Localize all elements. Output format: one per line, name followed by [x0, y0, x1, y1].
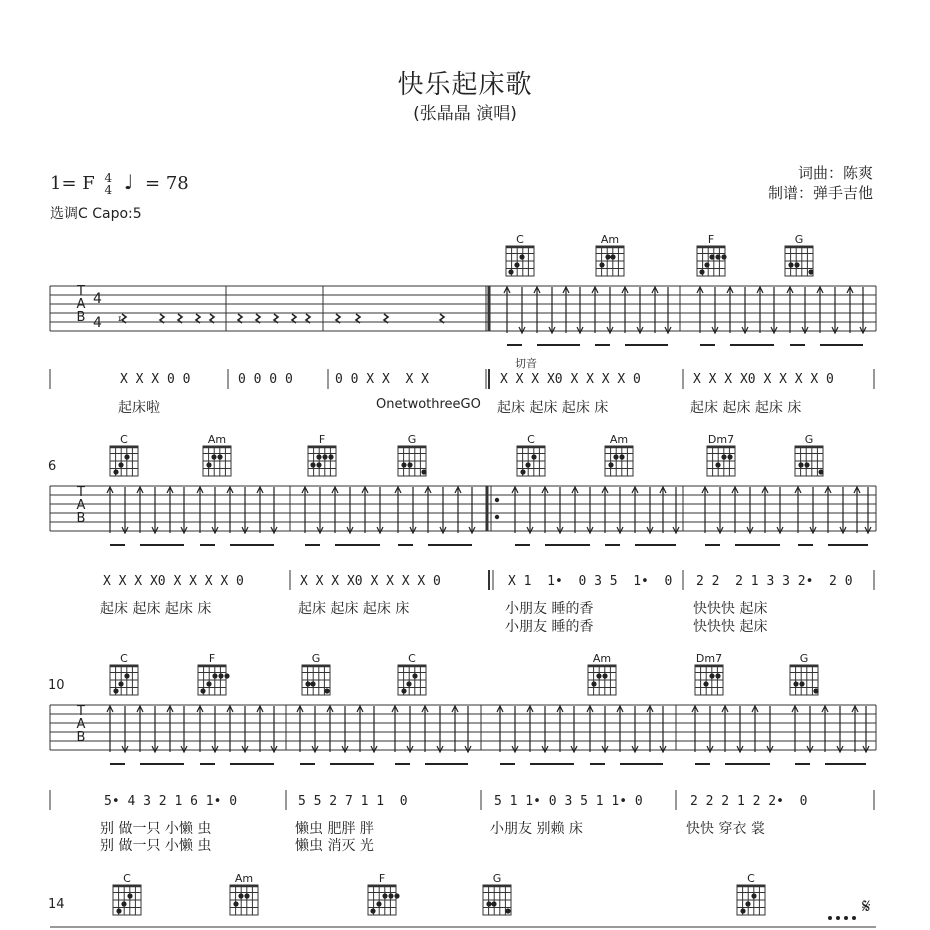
notation-bar: 5 5 2 7 1 1 0	[298, 794, 408, 809]
chord-name: G	[492, 872, 502, 885]
lyric: 起床啦	[118, 400, 160, 416]
notation-bar: 0 0 X X X X	[335, 372, 429, 387]
lyric: 别 做一只 小懒 虫	[100, 821, 212, 837]
lyric: 小朋友 睡的香	[505, 601, 594, 617]
svg-text:ᶦ: ᶦ	[118, 312, 122, 330]
chord-name: Am	[600, 233, 620, 246]
strum-marks-1	[504, 287, 866, 333]
chord-name: C	[120, 433, 128, 446]
line-number-6: 6	[48, 459, 57, 474]
rest-icons	[118, 312, 122, 330]
lyric: OnetwothreeGO	[376, 397, 481, 412]
chord-name: F	[208, 652, 216, 665]
strum-marks-3	[107, 706, 869, 752]
lyric: 懒虫 消灭 光	[295, 838, 374, 854]
lyric: 起床 起床 起床 床	[100, 601, 212, 617]
notation-bar: 2 2 2 1 3 3 2• 2 0	[696, 574, 853, 589]
chord-name: G	[794, 233, 804, 246]
line-number-10: 10	[48, 678, 65, 693]
chord-name: F	[318, 433, 326, 446]
chord-name: Dm7	[695, 652, 723, 665]
chord-name: G	[804, 433, 814, 446]
notation-bar: X 1 1• 0 3 5 1• 0	[508, 574, 673, 589]
chord-name: G	[799, 652, 809, 665]
tab-clef-1: T A B	[76, 284, 86, 325]
segno-icon: 𝄋	[862, 894, 871, 918]
chord-name: G	[407, 433, 417, 446]
lyric: 小朋友 别赖 床	[490, 821, 583, 837]
notation-bar: X X X 0 0	[120, 372, 191, 387]
chord-name: C	[408, 652, 416, 665]
svg-text:4: 4	[93, 291, 102, 307]
lyric: 快快快 起床	[693, 619, 768, 635]
lyric: 起床 起床 起床 床	[690, 400, 802, 416]
song-subtitle: (张晶晶 演唱)	[413, 104, 517, 124]
notation-bar: X X X X0 X X X X 0	[500, 372, 641, 387]
notation-bar: 5• 4 3 2 1 6 1• 0	[104, 794, 238, 809]
tab-clef-2: T A B	[76, 485, 86, 526]
tab-staff-2	[50, 486, 876, 531]
notation-bar: X X X X0 X X X X 0	[693, 372, 834, 387]
song-title: 快乐起床歌	[397, 70, 533, 100]
notation-bar: 0 0 0 0	[238, 372, 293, 387]
svg-text:4: 4	[93, 315, 102, 331]
quarter-note-icon: ♩	[123, 170, 134, 194]
chord-name: C	[747, 872, 755, 885]
chord-name: Am	[609, 433, 629, 446]
key-signature: 1= F	[50, 173, 95, 194]
chord-name: Am	[234, 872, 254, 885]
chord-name: F	[378, 872, 386, 885]
lyric: 快快 穿衣 裳	[686, 821, 765, 837]
chord-name: Am	[592, 652, 612, 665]
lyricist-credit: 词曲：陈爽	[797, 164, 873, 182]
notation-bar: X X X X0 X X X X 0	[300, 574, 441, 589]
lyric: 起床 起床 起床 床	[298, 601, 410, 617]
cut-sound-label: 切音	[515, 357, 537, 370]
notation-bar: 5 1 1• 0 3 5 1 1• 0	[494, 794, 643, 809]
chord-name: G	[311, 652, 321, 665]
time-signature: 4 4	[104, 171, 113, 197]
tab-clef-3: T A B	[76, 704, 86, 745]
line-number-14: 14	[48, 897, 65, 912]
lyric: 起床 起床 起床 床	[497, 400, 609, 416]
arranger-credit: 制谱：弹手吉他	[767, 184, 873, 202]
notation-bar: X X X X0 X X X X 0	[103, 574, 244, 589]
chord-name: C	[516, 233, 524, 246]
lyric: 小朋友 睡的香	[505, 619, 594, 635]
tab-staff-1	[50, 286, 876, 331]
tempo-value: = 78	[145, 173, 189, 194]
lyric: 懒虫 肥胖 胖	[295, 821, 374, 837]
chord-name: Am	[207, 433, 227, 446]
notation-bar: 2 2 2 1 2 2• 0	[690, 794, 808, 809]
chord-name: F	[707, 233, 715, 246]
chord-name: Dm7	[707, 433, 735, 446]
chord-name: C	[527, 433, 535, 446]
lyric: 别 做一只 小懒 虫	[100, 838, 212, 854]
capo-info: 选调C Capo:5	[50, 206, 142, 222]
chord-name: C	[120, 652, 128, 665]
strum-marks-2	[107, 487, 871, 533]
lyric: 快快快 起床	[693, 601, 768, 617]
chord-name: C	[123, 872, 131, 885]
